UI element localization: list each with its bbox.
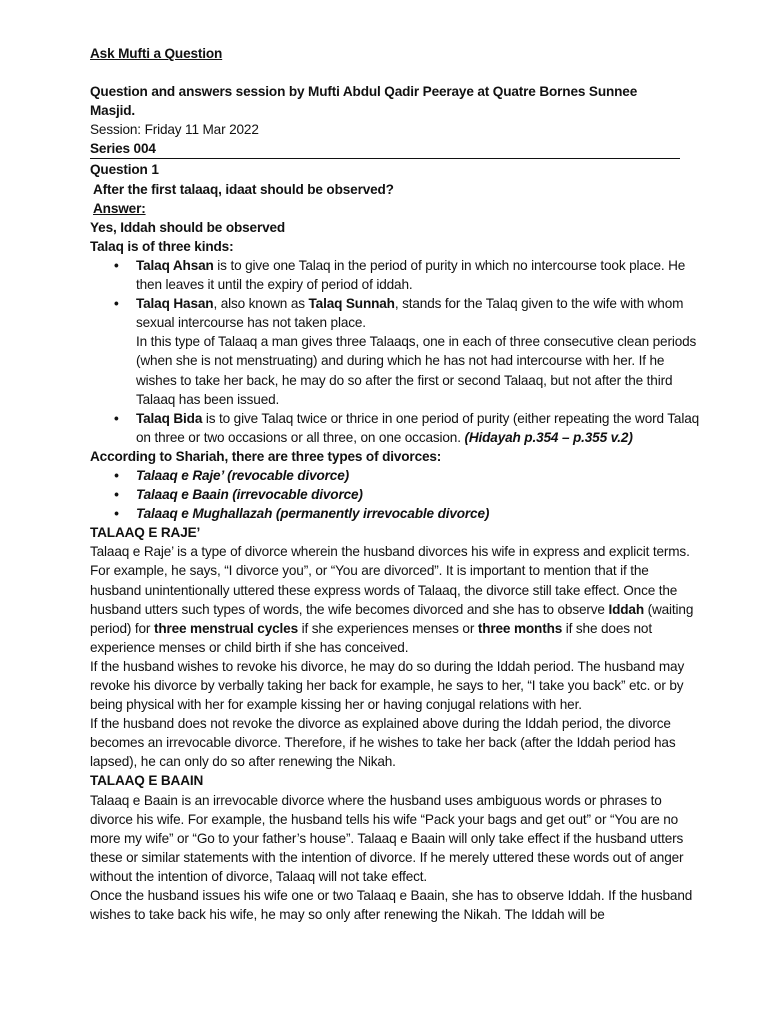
- term-description: , also known as: [213, 296, 309, 312]
- term-talaq-ahsan: Talaq Ahsan: [136, 257, 214, 273]
- term-description: is to give Talaq twice or thrice in one period of purity (either repeating the word Talaq on three or two occasions or all three, on one occasion.: [136, 410, 700, 445]
- term-description: is to give one Talaq in the period of purity in which no intercourse took place. He then leaves it until the expiry of period of iddah.: [136, 257, 686, 293]
- term-talaq-hasan: Talaq Hasan: [136, 296, 214, 312]
- list-item: [90, 409, 702, 447]
- session-heading: Question and answers session by Mufti Abdul Qadir Peeraye at Quatre Bornes Sunnee Masjid.: [90, 84, 638, 119]
- spacer: [90, 63, 702, 82]
- list-item: [90, 294, 702, 409]
- series-label: Series 004: [90, 141, 156, 157]
- document-page: [90, 44, 702, 924]
- paragraph-text: if she experiences menses or: [297, 620, 478, 636]
- reference-citation: (Hidayah p.354 – p.355 v.2): [464, 429, 633, 445]
- iddah-term: Iddah: [608, 601, 644, 617]
- divider-line: [90, 158, 680, 159]
- three-months-term: three months: [477, 620, 563, 636]
- divorce-types-list: [90, 466, 702, 523]
- term-description: , stands for the Talaq given to the wife with whom sexual intercourse has not taken place.: [136, 296, 684, 331]
- paragraph-text: if she does not experience menses or child birth if she has conceived.: [90, 620, 652, 655]
- question-label: Question 1: [90, 162, 159, 178]
- term-talaq-bida: Talaq Bida: [136, 410, 203, 426]
- term-detail: In this type of Talaaq a man gives three Talaaqs, one in each of three consecutive clean periods (when she is not menstruating) and during which he has not had intercourse with her. If he wishes to take her back, he may do so after the first or second Talaaq, but not after the third Talaaq has been issued.: [136, 334, 697, 407]
- session-date: Session: Friday 11 Mar 2022: [90, 122, 259, 138]
- list-item: • Talaaq e Raje’ (revocable divorce): [90, 466, 702, 485]
- shariah-heading: According to Shariah, there are three types of divorces:: [90, 448, 442, 464]
- list-item: • Talaaq e Mughallazah (permanently irrevocable divorce): [90, 504, 702, 523]
- paragraph-text: (waiting period) for: [90, 601, 694, 636]
- raje-paragraph-3: If the husband does not revoke the divorce as explained above during the Iddah period, the divorce becomes an irrevocable divorce. Therefore, if he wishes to take her back (after the Iddah period has lapsed), he can only do so after renewing the Nikah.: [90, 716, 676, 770]
- paragraph-text: Talaaq e Raje’ is a type of divorce wherein the husband divorces his wife in express and explicit terms. For example, he says, “I divorce you”, or “You are divorced”. It is important to mention that if the husband unintentionally uttered these express words of Talaaq, the divorce still take effect. Once the husband utters such types of words, the wife becomes divorced and she has to observe: [90, 544, 690, 617]
- raje-heading: TALAAQ E RAJE’: [90, 525, 201, 541]
- menstrual-cycles-term: three menstrual cycles: [153, 620, 298, 636]
- answer-label: Answer:: [93, 200, 146, 216]
- list-item: [90, 256, 702, 294]
- raje-paragraph-2: If the husband wishes to revoke his divorce, he may do so during the Iddah period. The husband may revoke his divorce by verbally taking her back for example, he says to her, “I take you back” etc. or by being physical with her for example kissing her or having conjugal relations with her.: [90, 658, 685, 713]
- baain-heading: TALAAQ E BAAIN: [90, 773, 204, 789]
- answer-summary: Yes, Iddah should be observed: [90, 219, 286, 235]
- talaq-kinds-heading: Talaq is of three kinds:: [90, 238, 234, 254]
- question-text: After the first talaaq, idaat should be observed?: [93, 181, 394, 197]
- document-title: Ask Mufti a Question: [90, 46, 223, 61]
- baain-paragraph-1: Talaaq e Baain is an irrevocable divorce where the husband uses ambiguous words or phrases to divorce his wife. For example, the husband tells his wife “Pack your bags and get out” or “You are no more my wife” or “Go to your father’s house”. Talaaq e Baain will only take effect if the husband utters these or similar statements with the intention of divorce. If he merely uttered these words out of anger without the intention of divorce, Talaaq will not take effect.: [90, 792, 684, 884]
- raje-paragraph-1: [90, 542, 702, 657]
- term-talaq-sunnah: Talaq Sunnah: [308, 296, 395, 312]
- baain-paragraph-2: Once the husband issues his wife one or two Talaaq e Baain, she has to observe Iddah. If the husband wishes to take back his wife, he may so only after renewing the Nikah. The Iddah will be: [90, 888, 693, 923]
- talaq-kinds-list: [90, 256, 702, 447]
- list-item: • Talaaq e Baain (irrevocable divorce): [90, 485, 702, 504]
